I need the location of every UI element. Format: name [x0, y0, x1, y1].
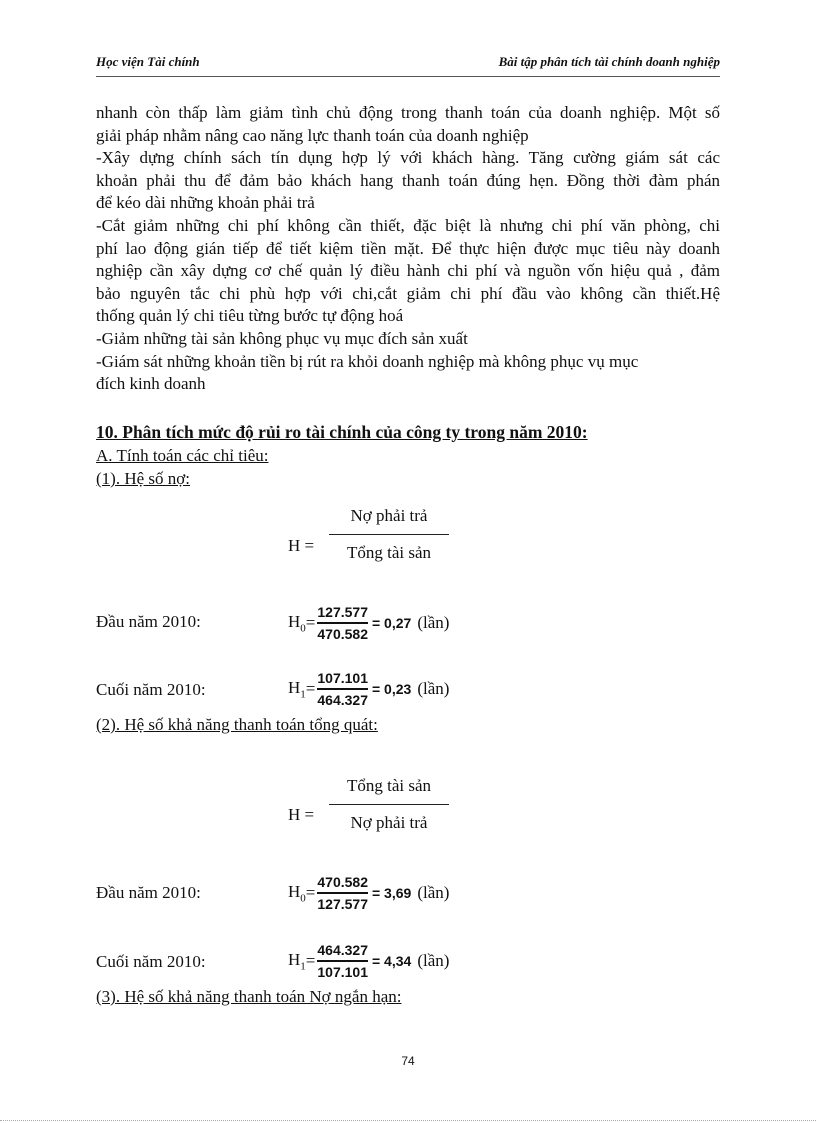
calc-denominator: 470.582 — [317, 625, 368, 642]
calc-fraction — [317, 942, 368, 980]
calc-symbol: $H_0$ — [288, 881, 306, 904]
calc-result: = 3,69 — [371, 884, 412, 901]
text-line: thống quản lý chi tiêu từng bước tự động hoá — [96, 306, 404, 326]
calc-equals: = — [305, 678, 316, 698]
text-line: bảo nguyên tắc chi phù hợp với chi,cắt giảm chi phí đầu vào không cần thiết.Hệ — [96, 283, 720, 303]
text-line: -Cắt giảm những chi phí không cần thiết, đặc biệt là nhưng chi phí văn phòng, chi — [96, 215, 720, 235]
row-label: Cuối năm 2010: — [96, 680, 206, 699]
formula-2-lhs: H = — [288, 805, 315, 824]
calc-equals: = — [305, 612, 316, 632]
item-2-title: (2). Hệ số khả năng thanh toán tổng quát: — [96, 715, 378, 734]
text-line: nghiệp cần xây dựng cơ chế quản lý điều hành chi phí và nguồn vốn hiệu quả , đảm — [96, 261, 720, 281]
calc-numerator: 464.327 — [317, 942, 368, 958]
formula-numerator: Nợ phải trả — [350, 506, 428, 525]
calc-symbol: $H_0$ — [288, 611, 306, 634]
calc-numerator: 127.577 — [317, 604, 368, 620]
formula-1-lhs: H = — [288, 536, 315, 555]
text-line: nhanh còn thấp làm giảm tình chủ động trong thanh toán của doanh nghiệp. Một số — [96, 103, 720, 122]
calc-denominator: 127.577 — [317, 895, 368, 912]
calc-fraction — [317, 670, 368, 708]
calc-row — [288, 874, 449, 912]
row-label: Đầu năm 2010: — [96, 612, 201, 631]
text-line: để kéo dài những khoản phải trả — [96, 193, 315, 213]
formula-1-fraction — [324, 506, 454, 563]
calc-unit: (lần) — [417, 882, 450, 902]
item-3-title: (3). Hệ số khả năng thanh toán Nợ ngắn hạn: — [96, 987, 402, 1006]
header-divider — [96, 76, 720, 77]
fraction-bar — [317, 622, 368, 624]
calc-fraction — [317, 874, 368, 912]
calc-unit: (lần) — [417, 950, 450, 970]
calc-unit: (lần) — [417, 678, 450, 698]
formula-denominator: Nợ phải trả — [350, 813, 428, 832]
header-right-title: Bài tập phân tích tài chính doanh nghiệp — [498, 54, 720, 69]
calc-fraction — [317, 604, 368, 642]
calc-numerator: 107.101 — [317, 670, 368, 686]
row-label: Đầu năm 2010: — [96, 883, 201, 902]
text-line: -Giám sát những khoản tiền bị rút ra khỏi doanh nghiệp mà không phục vụ mục — [96, 351, 639, 371]
fraction-bar — [329, 534, 449, 535]
row-label: Cuối năm 2010: — [96, 952, 206, 971]
calc-equals: = — [305, 882, 316, 902]
page-bottom-border — [0, 1120, 816, 1122]
calc-row — [288, 604, 449, 642]
formula-numerator: Tổng tài sản — [346, 776, 432, 795]
calc-numerator: 470.582 — [317, 874, 368, 890]
section-heading: 10. Phân tích mức độ rủi ro tài chính của công ty trong năm 2010: — [96, 422, 588, 442]
page-number: 74 — [401, 1054, 415, 1068]
text-line: -Xây dựng chính sách tín dụng hợp lý với khách hàng. Tăng cường giám sát các — [96, 148, 720, 168]
header-left-title: Học viện Tài chính — [96, 54, 200, 69]
calc-symbol: $H_1$ — [288, 677, 306, 700]
calc-row — [288, 670, 449, 708]
formula-denominator: Tổng tài sản — [346, 543, 432, 562]
text-line: đích kinh doanh — [96, 374, 206, 394]
calc-result: = 4,34 — [371, 952, 412, 969]
text-line: giải pháp nhằm nâng cao năng lực thanh toán của doanh nghiệp — [96, 125, 529, 145]
intro-paragraph — [96, 102, 720, 396]
calc-denominator: 107.101 — [317, 963, 368, 980]
calc-denominator: 464.327 — [317, 691, 368, 708]
text-line: khoản phải thu để đảm bảo khách hang thanh toán đúng hẹn. Đồng thời đàm phán — [96, 170, 720, 190]
subsection-a-title: A. Tính toán các chỉ tiêu: — [96, 446, 269, 465]
fraction-bar — [329, 804, 449, 805]
fraction-bar — [317, 892, 368, 894]
calc-result: = 0,27 — [371, 614, 412, 631]
calc-result: = 0,23 — [371, 680, 412, 697]
formula-2-fraction — [324, 776, 454, 833]
calc-equals: = — [305, 950, 316, 970]
calc-row — [288, 942, 449, 980]
item-1-title: (1). Hệ số nợ: — [96, 469, 190, 488]
fraction-bar — [317, 688, 368, 690]
calc-unit: (lần) — [417, 612, 450, 632]
fraction-bar — [317, 960, 368, 962]
text-line: -Giảm những tài sản không phục vụ mục đích sản xuất — [96, 328, 468, 348]
text-line: phí lao động gián tiếp để tiết kiệm tiền mặt. Để thực hiện được mục tiêu này doanh — [96, 238, 720, 258]
calc-symbol: $H_1$ — [288, 949, 306, 972]
